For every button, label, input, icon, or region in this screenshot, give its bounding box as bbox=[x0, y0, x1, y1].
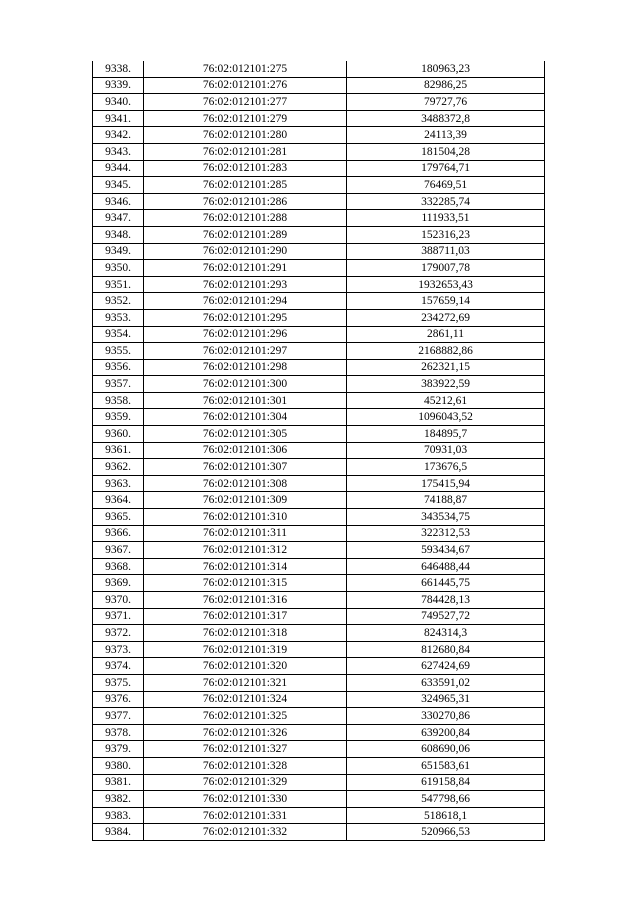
cadastral-number-cell: 76:02:012101:293 bbox=[144, 276, 347, 293]
cadastral-number-cell: 76:02:012101:318 bbox=[144, 625, 347, 642]
cadastral-value-cell: 661445,75 bbox=[347, 575, 545, 592]
cadastral-number-cell: 76:02:012101:320 bbox=[144, 658, 347, 675]
table-row bbox=[93, 359, 545, 376]
table-row bbox=[93, 376, 545, 393]
row-number-cell: 9353. bbox=[93, 309, 144, 326]
cadastral-number-cell: 76:02:012101:316 bbox=[144, 592, 347, 609]
cadastral-number-cell: 76:02:012101:295 bbox=[144, 309, 347, 326]
cadastral-value-cell: 2861,11 bbox=[347, 326, 545, 343]
table-row bbox=[93, 210, 545, 227]
cadastral-value-cell: 179007,78 bbox=[347, 260, 545, 277]
cadastral-value-table bbox=[92, 61, 545, 841]
row-number-cell: 9370. bbox=[93, 592, 144, 609]
cadastral-value-cell: 383922,59 bbox=[347, 376, 545, 393]
cadastral-number-cell: 76:02:012101:286 bbox=[144, 193, 347, 210]
cadastral-number-cell: 76:02:012101:325 bbox=[144, 708, 347, 725]
cadastral-value-cell: 74188,87 bbox=[347, 492, 545, 509]
cadastral-value-cell: 184895,7 bbox=[347, 426, 545, 443]
row-number-cell: 9358. bbox=[93, 392, 144, 409]
cadastral-value-cell: 24113,39 bbox=[347, 127, 545, 144]
row-number-cell: 9359. bbox=[93, 409, 144, 426]
cadastral-value-cell: 1096043,52 bbox=[347, 409, 545, 426]
cadastral-number-cell: 76:02:012101:329 bbox=[144, 774, 347, 791]
table-row bbox=[93, 674, 545, 691]
table-row bbox=[93, 475, 545, 492]
cadastral-value-cell: 332285,74 bbox=[347, 193, 545, 210]
cadastral-value-cell: 1932653,43 bbox=[347, 276, 545, 293]
row-number-cell: 9373. bbox=[93, 641, 144, 658]
table-row bbox=[93, 293, 545, 310]
table-row bbox=[93, 392, 545, 409]
cadastral-number-cell: 76:02:012101:283 bbox=[144, 160, 347, 177]
cadastral-value-cell: 518618,1 bbox=[347, 807, 545, 824]
cadastral-value-cell: 3488372,8 bbox=[347, 110, 545, 127]
row-number-cell: 9342. bbox=[93, 127, 144, 144]
row-number-cell: 9372. bbox=[93, 625, 144, 642]
table-row bbox=[93, 525, 545, 542]
cadastral-number-cell: 76:02:012101:276 bbox=[144, 77, 347, 94]
table-row bbox=[93, 824, 545, 841]
row-number-cell: 9360. bbox=[93, 426, 144, 443]
cadastral-value-cell: 262321,15 bbox=[347, 359, 545, 376]
cadastral-number-cell: 76:02:012101:277 bbox=[144, 94, 347, 111]
row-number-cell: 9371. bbox=[93, 608, 144, 625]
table-row bbox=[93, 608, 545, 625]
cadastral-value-cell: 651583,61 bbox=[347, 757, 545, 774]
table-row bbox=[93, 110, 545, 127]
cadastral-value-cell: 179764,71 bbox=[347, 160, 545, 177]
row-number-cell: 9345. bbox=[93, 177, 144, 194]
row-number-cell: 9383. bbox=[93, 807, 144, 824]
table-row bbox=[93, 426, 545, 443]
cadastral-number-cell: 76:02:012101:311 bbox=[144, 525, 347, 542]
row-number-cell: 9343. bbox=[93, 143, 144, 160]
cadastral-number-cell: 76:02:012101:327 bbox=[144, 741, 347, 758]
cadastral-number-cell: 76:02:012101:324 bbox=[144, 691, 347, 708]
table-row bbox=[93, 409, 545, 426]
cadastral-value-cell: 173676,5 bbox=[347, 459, 545, 476]
row-number-cell: 9338. bbox=[93, 61, 144, 77]
cadastral-value-cell: 180963,23 bbox=[347, 61, 545, 77]
cadastral-value-cell: 79727,76 bbox=[347, 94, 545, 111]
cadastral-number-cell: 76:02:012101:314 bbox=[144, 558, 347, 575]
table-row bbox=[93, 459, 545, 476]
table-row bbox=[93, 61, 545, 77]
cadastral-value-cell: 593434,67 bbox=[347, 542, 545, 559]
table-row bbox=[93, 757, 545, 774]
cadastral-value-cell: 111933,51 bbox=[347, 210, 545, 227]
row-number-cell: 9348. bbox=[93, 226, 144, 243]
table-row bbox=[93, 193, 545, 210]
cadastral-number-cell: 76:02:012101:301 bbox=[144, 392, 347, 409]
cadastral-number-cell: 76:02:012101:290 bbox=[144, 243, 347, 260]
row-number-cell: 9376. bbox=[93, 691, 144, 708]
table-row bbox=[93, 492, 545, 509]
cadastral-number-cell: 76:02:012101:309 bbox=[144, 492, 347, 509]
row-number-cell: 9384. bbox=[93, 824, 144, 841]
row-number-cell: 9368. bbox=[93, 558, 144, 575]
cadastral-number-cell: 76:02:012101:296 bbox=[144, 326, 347, 343]
row-number-cell: 9378. bbox=[93, 724, 144, 741]
row-number-cell: 9374. bbox=[93, 658, 144, 675]
table-row bbox=[93, 641, 545, 658]
table-row bbox=[93, 708, 545, 725]
table-row bbox=[93, 691, 545, 708]
row-number-cell: 9341. bbox=[93, 110, 144, 127]
table-row bbox=[93, 774, 545, 791]
table-row bbox=[93, 542, 545, 559]
row-number-cell: 9350. bbox=[93, 260, 144, 277]
cadastral-number-cell: 76:02:012101:280 bbox=[144, 127, 347, 144]
row-number-cell: 9380. bbox=[93, 757, 144, 774]
row-number-cell: 9381. bbox=[93, 774, 144, 791]
table-row bbox=[93, 807, 545, 824]
table-row bbox=[93, 658, 545, 675]
cadastral-value-cell: 157659,14 bbox=[347, 293, 545, 310]
cadastral-number-cell: 76:02:012101:298 bbox=[144, 359, 347, 376]
cadastral-number-cell: 76:02:012101:307 bbox=[144, 459, 347, 476]
cadastral-number-cell: 76:02:012101:326 bbox=[144, 724, 347, 741]
cadastral-number-cell: 76:02:012101:285 bbox=[144, 177, 347, 194]
row-number-cell: 9347. bbox=[93, 210, 144, 227]
row-number-cell: 9352. bbox=[93, 293, 144, 310]
cadastral-value-cell: 784428,13 bbox=[347, 592, 545, 609]
table-row bbox=[93, 791, 545, 808]
row-number-cell: 9365. bbox=[93, 509, 144, 526]
cadastral-number-cell: 76:02:012101:312 bbox=[144, 542, 347, 559]
cadastral-number-cell: 76:02:012101:289 bbox=[144, 226, 347, 243]
cadastral-value-cell: 76469,51 bbox=[347, 177, 545, 194]
row-number-cell: 9346. bbox=[93, 193, 144, 210]
cadastral-value-cell: 388711,03 bbox=[347, 243, 545, 260]
cadastral-number-cell: 76:02:012101:275 bbox=[144, 61, 347, 77]
table-row bbox=[93, 724, 545, 741]
row-number-cell: 9367. bbox=[93, 542, 144, 559]
cadastral-number-cell: 76:02:012101:317 bbox=[144, 608, 347, 625]
row-number-cell: 9344. bbox=[93, 160, 144, 177]
row-number-cell: 9355. bbox=[93, 343, 144, 360]
row-number-cell: 9362. bbox=[93, 459, 144, 476]
cadastral-value-cell: 70931,03 bbox=[347, 442, 545, 459]
row-number-cell: 9364. bbox=[93, 492, 144, 509]
cadastral-value-cell: 330270,86 bbox=[347, 708, 545, 725]
table-row bbox=[93, 442, 545, 459]
cadastral-value-cell: 175415,94 bbox=[347, 475, 545, 492]
cadastral-number-cell: 76:02:012101:308 bbox=[144, 475, 347, 492]
row-number-cell: 9349. bbox=[93, 243, 144, 260]
row-number-cell: 9363. bbox=[93, 475, 144, 492]
table-row bbox=[93, 592, 545, 609]
cadastral-number-cell: 76:02:012101:331 bbox=[144, 807, 347, 824]
row-number-cell: 9369. bbox=[93, 575, 144, 592]
table-row bbox=[93, 260, 545, 277]
row-number-cell: 9377. bbox=[93, 708, 144, 725]
table-row bbox=[93, 127, 545, 144]
cadastral-number-cell: 76:02:012101:291 bbox=[144, 260, 347, 277]
cadastral-number-cell: 76:02:012101:288 bbox=[144, 210, 347, 227]
table-row bbox=[93, 575, 545, 592]
cadastral-value-cell: 324965,31 bbox=[347, 691, 545, 708]
cadastral-value-cell: 608690,06 bbox=[347, 741, 545, 758]
cadastral-number-cell: 76:02:012101:328 bbox=[144, 757, 347, 774]
cadastral-value-cell: 627424,69 bbox=[347, 658, 545, 675]
table-row bbox=[93, 160, 545, 177]
cadastral-number-cell: 76:02:012101:310 bbox=[144, 509, 347, 526]
cadastral-value-cell: 812680,84 bbox=[347, 641, 545, 658]
cadastral-value-cell: 45212,61 bbox=[347, 392, 545, 409]
table-row bbox=[93, 309, 545, 326]
cadastral-value-cell: 234272,69 bbox=[347, 309, 545, 326]
cadastral-value-cell: 633591,02 bbox=[347, 674, 545, 691]
cadastral-number-cell: 76:02:012101:332 bbox=[144, 824, 347, 841]
row-number-cell: 9340. bbox=[93, 94, 144, 111]
cadastral-value-cell: 520966,53 bbox=[347, 824, 545, 841]
table-row bbox=[93, 509, 545, 526]
cadastral-number-cell: 76:02:012101:300 bbox=[144, 376, 347, 393]
table-row bbox=[93, 326, 545, 343]
row-number-cell: 9339. bbox=[93, 77, 144, 94]
cadastral-number-cell: 76:02:012101:321 bbox=[144, 674, 347, 691]
cadastral-number-cell: 76:02:012101:294 bbox=[144, 293, 347, 310]
cadastral-value-cell: 547798,66 bbox=[347, 791, 545, 808]
table-row bbox=[93, 226, 545, 243]
row-number-cell: 9361. bbox=[93, 442, 144, 459]
cadastral-value-cell: 639200,84 bbox=[347, 724, 545, 741]
cadastral-value-cell: 152316,23 bbox=[347, 226, 545, 243]
cadastral-value-cell: 646488,44 bbox=[347, 558, 545, 575]
table-row bbox=[93, 276, 545, 293]
cadastral-number-cell: 76:02:012101:306 bbox=[144, 442, 347, 459]
cadastral-value-cell: 343534,75 bbox=[347, 509, 545, 526]
table-row bbox=[93, 741, 545, 758]
table-row bbox=[93, 243, 545, 260]
cadastral-number-cell: 76:02:012101:319 bbox=[144, 641, 347, 658]
table-row bbox=[93, 77, 545, 94]
cadastral-value-cell: 322312,53 bbox=[347, 525, 545, 542]
row-number-cell: 9356. bbox=[93, 359, 144, 376]
cadastral-number-cell: 76:02:012101:315 bbox=[144, 575, 347, 592]
row-number-cell: 9351. bbox=[93, 276, 144, 293]
row-number-cell: 9357. bbox=[93, 376, 144, 393]
cadastral-number-cell: 76:02:012101:305 bbox=[144, 426, 347, 443]
cadastral-number-cell: 76:02:012101:279 bbox=[144, 110, 347, 127]
cadastral-value-cell: 824314,3 bbox=[347, 625, 545, 642]
cadastral-number-cell: 76:02:012101:281 bbox=[144, 143, 347, 160]
row-number-cell: 9379. bbox=[93, 741, 144, 758]
cadastral-number-cell: 76:02:012101:304 bbox=[144, 409, 347, 426]
row-number-cell: 9382. bbox=[93, 791, 144, 808]
table-body bbox=[93, 61, 545, 840]
table-row bbox=[93, 94, 545, 111]
cadastral-value-cell: 181504,28 bbox=[347, 143, 545, 160]
cadastral-number-cell: 76:02:012101:330 bbox=[144, 791, 347, 808]
cadastral-number-cell: 76:02:012101:297 bbox=[144, 343, 347, 360]
cadastral-value-cell: 749527,72 bbox=[347, 608, 545, 625]
table-row bbox=[93, 177, 545, 194]
table-row bbox=[93, 625, 545, 642]
row-number-cell: 9354. bbox=[93, 326, 144, 343]
table-row bbox=[93, 558, 545, 575]
cadastral-value-cell: 619158,84 bbox=[347, 774, 545, 791]
cadastral-value-cell: 82986,25 bbox=[347, 77, 545, 94]
row-number-cell: 9366. bbox=[93, 525, 144, 542]
row-number-cell: 9375. bbox=[93, 674, 144, 691]
table-row bbox=[93, 143, 545, 160]
cadastral-value-cell: 2168882,86 bbox=[347, 343, 545, 360]
table-row bbox=[93, 343, 545, 360]
